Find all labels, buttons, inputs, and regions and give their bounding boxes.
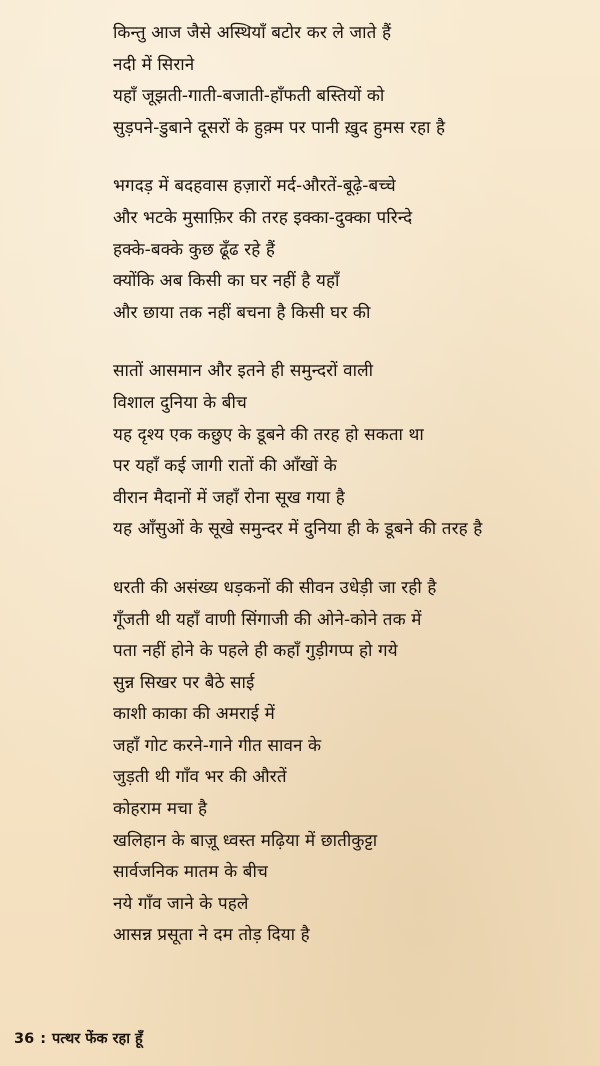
poem-line: सुड़पने-डुबाने दूसरों के हुक़्म पर पानी ख़ुद हुमस रहा है [113, 117, 446, 138]
poem-line: और भटके मुसाफ़िर की तरह इक्का-दुक्का परिन्दे [113, 207, 413, 228]
page-footer [14, 1028, 143, 1048]
poem-line: सार्वजनिक मातम के बीच [113, 862, 268, 883]
poem-line: किन्तु आज जैसे अस्थियाँ बटोर कर ले जाते हैं [113, 23, 392, 43]
poem-line: हक्के-बक्के कुछ ढूँढ रहे हैं [113, 239, 276, 260]
poem-line: पता नहीं होने के पहले ही कहाँ गुड़ीगप्प हो गये [113, 641, 398, 662]
stanza [113, 18, 593, 144]
poem-line: वीरान मैदानों में जहाँ रोना सूख गया है [113, 487, 345, 508]
book-title: पत्थर फेंक रहा हूँ [52, 1031, 143, 1047]
poem-line: भगदड़ में बदहवास हज़ारों मर्द-औरतें-बूढ़े-बच्चे [113, 176, 396, 197]
poem-line: विशाल दुनिया के बीच [113, 392, 247, 413]
poem-line: और छाया तक नहीं बचना है किसी घर की [113, 302, 371, 323]
poem-body [113, 18, 593, 979]
poem-line: कोहराम मचा है [113, 799, 208, 820]
page-number: 36 [14, 1031, 35, 1047]
poem-line: जुड़ती थी गाँव भर की औरतें [113, 767, 287, 788]
poem-line: क्योंकि अब किसी का घर नहीं है यहाँ [113, 271, 340, 292]
poem-line: नये गाँव जाने के पहले [113, 893, 249, 914]
poem-line: सातों आसमान और इतने ही समुन्दरों वाली [113, 361, 374, 382]
poem-line: धरती की असंख्य धड़कनों की सीवन उधेड़ी जा रही है [113, 577, 437, 598]
footer-separator: : [40, 1031, 46, 1047]
poem-line: नदी में सिराने [113, 54, 195, 75]
poem-line: यह दृश्य एक कछुए के डूबने की तरह हो सकता था [113, 424, 424, 445]
poem-line: आसन्न प्रसूता ने दम तोड़ दिया है [113, 925, 310, 946]
poem-line: सुन्न सिखर पर बैठे साई [113, 672, 255, 693]
poem-line: जहाँ गोट करने-गाने गीत सावन के [113, 735, 322, 756]
stanza [113, 573, 593, 952]
poem-line: यह आँसुओं के सूखे समुन्दर में दुनिया ही के डूबने की तरह है [113, 519, 483, 540]
poem-line: काशी काका की अमराई में [113, 704, 275, 725]
stanza [113, 171, 593, 329]
poem-line: गूँजती थी यहाँ वाणी सिंगाजी की ओने-कोने तक में [113, 609, 422, 630]
poem-line: पर यहाँ कई जागी रातों की आँखों के [113, 456, 337, 477]
poem-line: यहाँ जूझती-गाती-बजाती-हाँफती बस्तियों को [113, 86, 385, 107]
stanza [113, 356, 593, 546]
poem-line: खलिहान के बाज़ू ध्वस्त मढ़िया में छातीकुट्टा [113, 830, 378, 851]
